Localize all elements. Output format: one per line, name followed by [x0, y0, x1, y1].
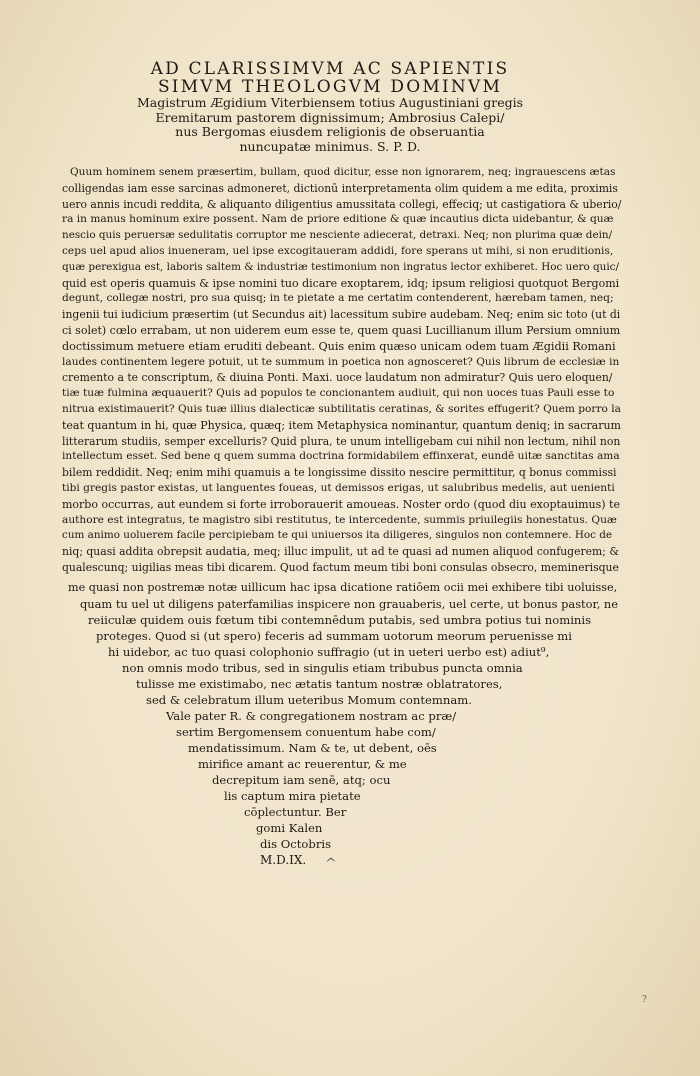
closing-line: hi uidebor, ac tuo quasi colophonio suffragio (ut in ueteri uerbo est) adiut⁹, — [108, 645, 550, 659]
body-line: cremento a te conscriptum, & diuina Ponti. Maxi. uoce laudatum non admiratur? Quis uero eloquen/ — [62, 371, 613, 385]
closing-line: cōplectuntur. Ber — [244, 805, 347, 819]
ornament-caret-icon: ^ — [325, 856, 337, 872]
body-line: litterarum studiis, semper excelluris? Quid plura, te unum intelligebam cui nihil non lectum, nihil non — [62, 434, 621, 448]
ink-speck-icon: ? — [642, 995, 647, 1005]
closing-line: me quasi non postremæ notæ uillicum hac ipsa dicatione ratiōem ocii mei exhibere tibi uoluisse, — [68, 581, 618, 594]
body-line: degunt, collegæ nostri, pro sua quisq; in te pietate a me certatim contenderent, hærebam tamen, neq; — [62, 292, 614, 305]
body-line: doctissimum metuere etiam eruditi debeant. Quis enim quæso unicam odem tuam Ægidii Romani — [62, 339, 616, 353]
heading-line-1: AD CLARISSIMVM AC SAPIENTIS — [150, 59, 510, 79]
body-line: nescio quis peruersæ sedulitatis corruptor me nesciente adiecerat, detraxi. Neq; non plurima quæ dein/ — [62, 229, 613, 242]
closing-line: decrepitum iam senē, atq; ocu — [212, 773, 391, 787]
closing-line: mirifice amant ac reuerentur, & me — [198, 757, 407, 771]
body-line: qualescunq; uigilias meas tibi dicarem. Quod factum meum tibi boni consulas obsecro, meminerisque — [62, 560, 619, 574]
body-line: authore est integratus, te magistro sibi restitutus, te intercedente, summis priuilegiis honestatus. Quæ — [62, 513, 617, 526]
body-line: cum animo uoluerem facile percipiebam te qui uniuersos ita diligeres, singulos non contemnere. Hoc de — [62, 529, 613, 542]
closing-line: sed & celebratum illum ueteribus Momum contemnam. — [146, 693, 472, 707]
closing-line: non omnis modo tribus, sed in singulis etiam tribubus puncta omnia — [122, 661, 523, 675]
closing-line: reiiculæ quidem ouis fœtum tibi contemnēdum putabis, sed umbra potius tui nominis — [88, 613, 592, 627]
heading-line-3: Magistrum Ægidium Viterbiensem totius Augustiniani gregis — [136, 95, 524, 110]
closing-line: proteges. Quod si (ut spero) feceris ad summam uotorum meorum peruenisse mi — [96, 629, 572, 643]
body-line: Quum hominem senem præsertim, bullam, quod dicitur, esse non ignorarem, neq; ingrauescens ætas — [70, 166, 616, 178]
closing-line: quam tu uel ut diligens paterfamilias inspicere non grauaberis, uel certe, ut bonus pastor, ne — [80, 597, 619, 611]
body-line: quæ perexigua est, laboris saltem & industriæ testimonium non ingratus lector exhiberet. Hoc uero quic/ — [62, 260, 619, 273]
heading-line-5: nus Bergomas eiusdem religionis de obseruantia — [175, 124, 485, 139]
body-line: teat quantum in hi, quæ Physica, quæq; item Metaphysica nominantur, quantum deniq; in sacrarum — [62, 418, 621, 432]
body-line: ra in manus hominum exire possent. Nam de priore editione & quæ incautius dicta uidebantur, & quæ — [62, 213, 614, 226]
body-line: tiæ tuæ fulmina æquauerit? Quis ad populos te concionantem audiuit, qui non uoces tuas Pauli esse to — [62, 387, 615, 400]
letter-closing — [62, 580, 622, 868]
closing-line: tulisse me existimabo, nec ætatis tantum nostræ oblatratores, — [136, 677, 503, 691]
heading-line-6: nuncupatæ minimus. S. P. D. — [239, 138, 421, 154]
body-line: colligendas iam esse sarcinas admoneret, dictionū interpretamenta olim quidem a me edita, proximis — [62, 181, 618, 195]
date-line: M.D.IX. — [260, 853, 307, 867]
closing-line: Vale pater R. & congregationem nostram ac præ/ — [166, 709, 457, 723]
body-line: laudes continentem legere potuit, ut te summum in poetica non agnosceret? Quis librum de ecclesiæ in — [62, 355, 620, 368]
body-line: ci solet) cœlo errabam, ut non uiderem eum esse te, quem quasi Lucillianum illum Persium omnium — [62, 323, 621, 337]
body-line: ceps uel apud alios inueneram, uel ipse excogitaueram addidi, fore sperans ut mihi, si non eruditionis, — [62, 244, 614, 257]
closing-line: mendatissimum. Nam & te, ut debent, oēs — [188, 741, 437, 755]
body-line: ingenii tui iudicium præsertim (ut Secundus ait) lacessitum subire audebam. Neq; enim sic toto (ut di — [62, 308, 621, 322]
body-line: niq; quasi addita obrepsit audatia, meq; illuc impulit, ut ad te quasi ad numen aliquod confugerem; & — [62, 545, 619, 559]
body-line: quid est operis quamuis & ipse nomini tuo dicare exoptarem, idq; ipsum religiosi quotquot Bergomi — [62, 276, 620, 290]
closing-line: gomi Kalen — [256, 821, 323, 835]
closing-line: sertim Bergomensem conuentum habe com/ — [176, 725, 436, 739]
body-line: bilem reddidit. Neq; enim mihi quamuis a te longissime dissito nescire permittitur, q bonus commissi — [62, 466, 617, 480]
letter-body — [62, 165, 622, 576]
heading-line-4: Eremitarum pastorem dignissimum; Ambrosius Calepi/ — [155, 109, 505, 125]
body-line: nitrua existimauerit? Quis tuæ illius dialecticæ subtilitatis ceratinas, & sorites effugerit? Quem porro la — [62, 402, 621, 415]
closing-line: dis Octobris — [260, 837, 332, 851]
body-line: uero annis incudi reddita, & aliquanto diligentius amussitata collegi, effeciq; ut castigatiora & uberio/ — [62, 197, 622, 211]
closing-line: lis captum mira pietate — [224, 789, 361, 803]
heading-line-2: SIMVM THEOLOGVM DOMINVM — [157, 77, 503, 97]
dedication-heading — [100, 60, 560, 154]
body-line: intellectum esset. Sed bene q quem summa doctrina formidabilem effinxerat, eundē uitæ sanctitas ama — [62, 450, 620, 463]
body-line: tibi gregis pastor existas, ut languentes foueas, ut demissos erigas, ut salubribus medelis, aut uenienti — [62, 481, 615, 494]
body-line: morbo occurras, aut eundem si forte irroborauerit amoueas. Noster ordo (quod diu exoptauimus) te — [62, 497, 620, 511]
